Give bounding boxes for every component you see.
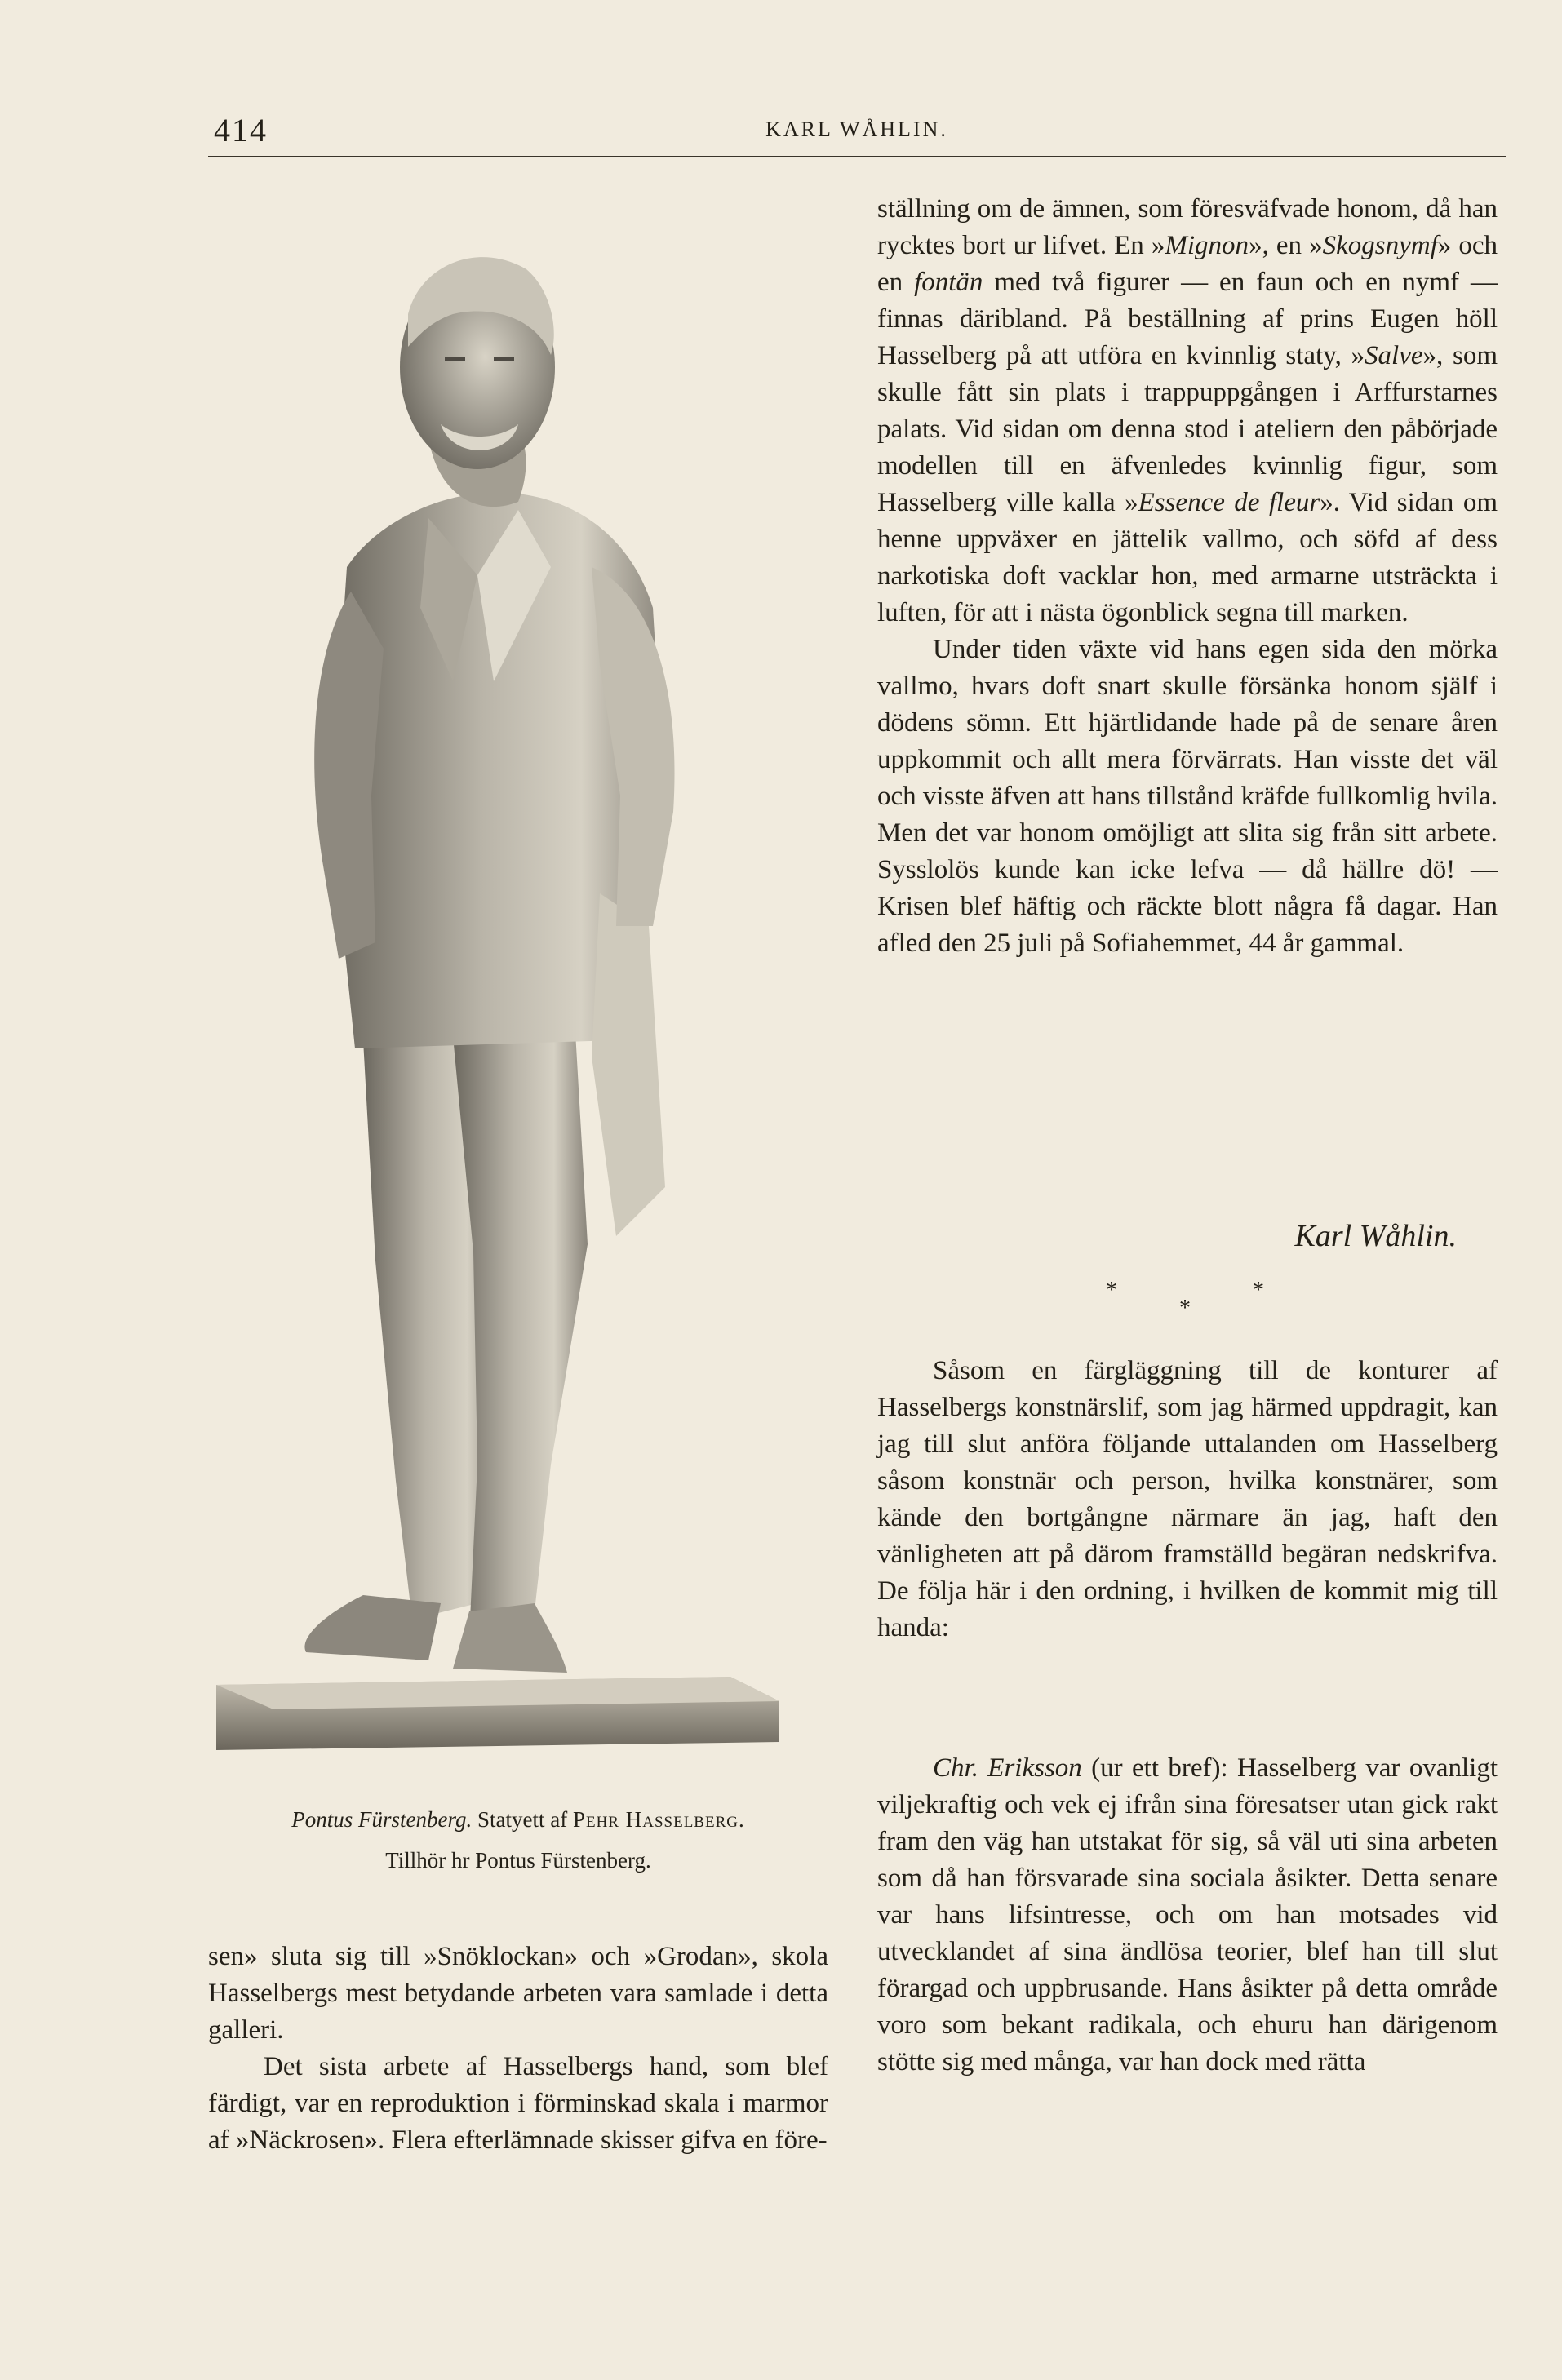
section-divider-asterisks (1106, 1278, 1285, 1319)
paragraph: sen» sluta sig till »Snöklockan» och »Grodan», skola Hasselbergs mest betydande arbeten vara samlade i detta galleri. (208, 1942, 828, 2045)
paragraph: Såsom en färgläggning till de konturer af Hasselbergs konstnärslif, som jag härmed uppdragit, kan jag till slut anföra följande uttalanden om Hasselberg såsom konstnär och person, hvilka konstnärer, som kände den bortgångne närmare än jag, haft den vänligheten att på därom framställd begäran nedskrifva. De följa här i den ordning, i hvilken de kommit mig till handa: (877, 1356, 1498, 1642)
caption-artist: Pehr Hasselberg. (572, 1807, 745, 1832)
paragraph: Chr. Eriksson (ur ett bref): Hasselberg var ovanligt viljekraftig och vek ej ifrån sina föresatser utan gick rakt fram den väg han utstakat för sig, så väl uti sina arbeten som då han försvarade sina sociala åsikter. Detta senare var hans lifsintresse, och om han motsades vid utvecklandet af sina ändlösa teorier, blef han till slut förargad och uppbrusande. Hans åsikter på detta område voro som bekant radikala, och ehuru han därigenom stötte sig med många, var han dock med rätta (877, 1753, 1498, 2076)
running-head: KARL WÅHLIN. (765, 117, 948, 141)
statuette-photograph (208, 224, 828, 1754)
caption-line-2: Tillhör hr Pontus Fürstenberg. (385, 1848, 651, 1873)
work-title: Salve (1365, 341, 1423, 370)
work-title: Skogsnymf (1322, 231, 1438, 260)
caption-text: Statyett af (477, 1807, 568, 1832)
paragraph: Under tiden växte vid hans egen sida den mörka vallmo, hvars doft snart skulle försänka honom själf i dödens sömn. Ett hjärtlidande hade på de senare åren uppkommit och allt mera förvärrats. Han visste det väl och visste äfven att hans tillstånd kräfde fullkomlig hvila. Men det var honom omöjligt att slita sig från sitt arbete. Sysslolös kunde kan icke lefva — då hällre dö! — Krisen blef häftig och räckte blott några få dagar. Han afled den 25 juli på Sofiahemmet, 44 år gammal. (877, 635, 1498, 958)
page-number: 414 (214, 112, 268, 148)
figure-caption (208, 1799, 828, 1881)
left-column-text (208, 1939, 828, 2159)
caption-title: Pontus Fürstenberg. (291, 1807, 473, 1832)
quoted-artist-name: Chr. Eriksson (933, 1753, 1082, 1783)
work-title: Essence de fleur (1138, 488, 1320, 517)
right-column-letter-quote (877, 1750, 1498, 2081)
work-title: fontän (914, 268, 983, 297)
asterisk: * (1253, 1278, 1264, 1303)
paragraph: Det sista arbete af Hasselbergs hand, som blef färdigt, var en reproduktion i förminskad skala i marmor af »Näckrosen». Flera efterlämnade skisser gifva en före- (208, 2052, 828, 2155)
work-title: Mignon (1165, 231, 1249, 260)
author-signature: Karl Wåhlin. (1294, 1219, 1457, 1253)
paragraph: ställning om de ämnen, som föresväfvade honom, då han rycktes bort ur lifvet. En »Mignon», en »Skogsnymf» och en fontän med två figurer — en faun och en nymf — finnas däribland. På beställning af prins Eugen höll Hasselberg på att utföra en kvinnlig staty, »Salve», som skulle fått sin plats i trappuppgången i Arffurstarnes palats. Vid sidan om denna stod i ateliern den påbörjade modellen till en äfvenledes kvinnlig figur, som Hasselberg ville kalla »Essence de fleur». Vid sidan om henne uppväxer en jättelik vallmo, och söfd af dess narkotiska doft vacklar hon, med armarne utsträckta i luften, för att i nästa ögonblick segna till marken. (877, 194, 1498, 627)
asterisk: * (1179, 1296, 1191, 1321)
right-column-text-continued (877, 1353, 1498, 1646)
right-column-text (877, 191, 1498, 962)
asterisk: * (1106, 1278, 1117, 1303)
statuette-figure (304, 257, 674, 1673)
header-rule (208, 156, 1506, 157)
statuette-base (216, 1677, 779, 1750)
caption-line-1 (208, 1799, 828, 1840)
